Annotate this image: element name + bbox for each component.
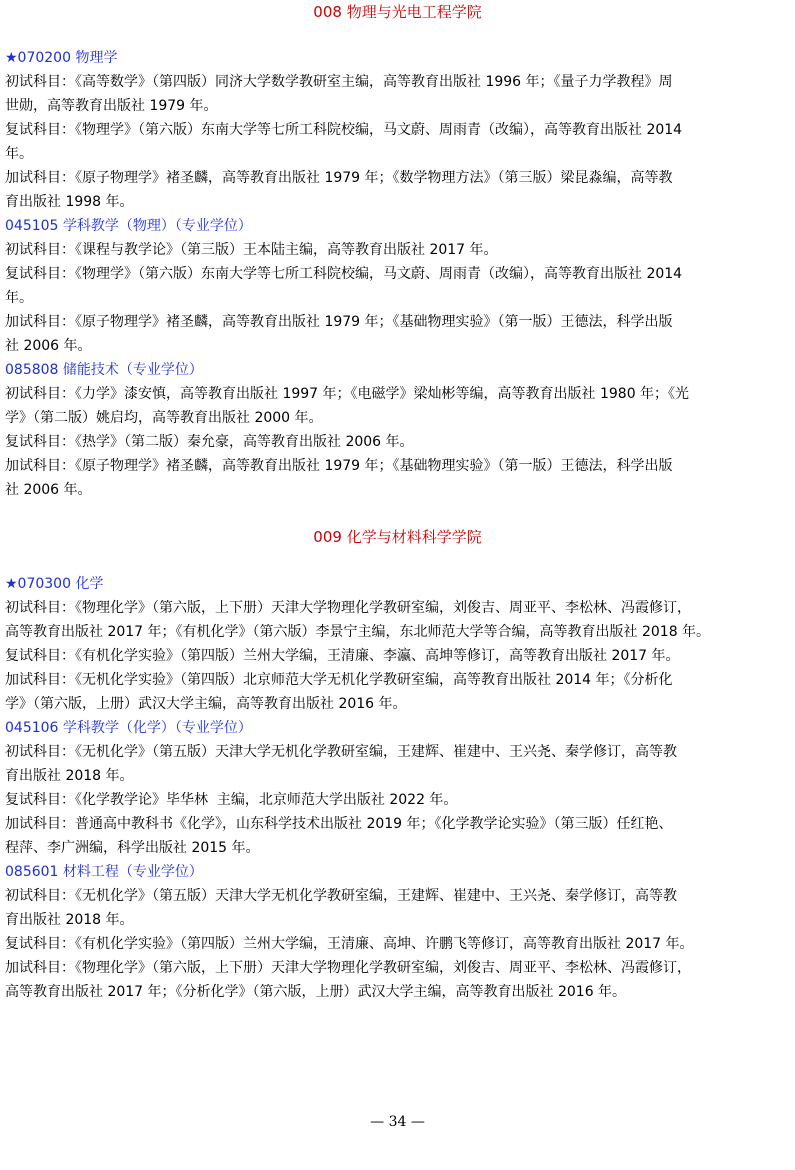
exam-line: 高等教育出版社 2017 年；《分析化学》（第六版，上册）武汉大学主编，高等教育出版社 2016 年。 [5,984,627,1000]
exam-line: 年。 [5,146,33,162]
exam-line: 复试科目：《物理学》（第六版）东南大学等七所工科院校编，马文蔚、周雨青（改编），高等教育出版社 2014 [5,266,683,282]
exam-line: 初试科目：《高等数学》（第四版）同济大学数学教研室主编，高等教育出版社 1996 年；《量子力学教程》周 [5,74,673,90]
program-block-070200 [5,46,789,502]
college-title-008: 008 物理与光电工程学院 [313,3,482,21]
exam-line: 复试科目：《化学教学论》毕华林 主编，北京师范大学出版社 2022 年。 [5,792,458,808]
exam-line: 年。 [5,290,33,306]
exam-line: 初试科目：《力学》漆安慎，高等教育出版社 1997 年；《电磁学》梁灿彬等编，高等教育出版社 1980 年；《光 [5,386,690,402]
exam-line: 社 2006 年。 [5,338,92,354]
program-heading-070200: ★070200 物理学 [5,50,118,66]
exam-line: 加试科目：普通高中教科书《化学》，山东科学技术出版社 2019 年；《化学教学论实验》（第三版）任红艳、 [5,816,673,832]
exam-line: 高等教育出版社 2017 年；《有机化学》（第六版）李景宁主编，东北师范大学等合编，高等教育出版社 2018 年。 [5,624,711,640]
exam-line: 复试科目：《热学》（第二版）秦允豪，高等教育出版社 2006 年。 [5,434,414,450]
program-heading-045105: 045105 学科教学（物理）（专业学位） [5,218,252,234]
exam-line: 初试科目：《课程与教学论》（第三版）王本陆主编，高等教育出版社 2017 年。 [5,242,498,258]
exam-line: 复试科目：《有机化学实验》（第四版）兰州大学编，王清廉、高坤、许鹏飞等修订，高等教育出版社 2017 年。 [5,936,694,952]
exam-line: 加试科目：《原子物理学》褚圣麟，高等教育出版社 1979 年；《基础物理实验》（第一版）王德法，科学出版 [5,458,673,474]
exam-line: 复试科目：《物理学》（第六版）东南大学等七所工科院校编，马文蔚、周雨青（改编），高等教育出版社 2014 [5,122,683,138]
exam-line: 加试科目：《无机化学实验》（第四版）北京师范大学无机化学教研室编，高等教育出版社 2014 年；《分析化 [5,672,673,688]
exam-line: 初试科目：《无机化学》（第五版）天津大学无机化学教研室编，王建辉、崔建中、王兴尧、秦学修订，高等教 [5,744,677,760]
exam-line: 程萍、李广洲编，科学出版社 2015 年。 [5,840,260,856]
college-title-009: 009 化学与材料科学学院 [313,528,482,546]
program-block-070300 [5,572,789,1004]
exam-line: 社 2006 年。 [5,482,92,498]
exam-line: 育出版社 2018 年。 [5,768,134,784]
program-heading-045106: 045106 学科教学（化学）（专业学位） [5,720,252,736]
exam-line: 学》（第二版）姚启均，高等教育出版社 2000 年。 [5,410,323,426]
exam-line: 加试科目：《物理化学》（第六版，上下册）天津大学物理化学教研室编，刘俊吉、周亚平、李松林、冯霞修订， [5,960,691,976]
exam-line: 世勋，高等教育出版社 1979 年。 [5,98,218,114]
exam-line: 加试科目：《原子物理学》褚圣麟，高等教育出版社 1979 年；《数学物理方法》（第三版）梁昆淼编，高等教 [5,170,673,186]
page-number: — 34 — [370,1114,425,1130]
program-heading-085808: 085808 储能技术（专业学位） [5,362,203,378]
exam-line: 初试科目：《物理化学》（第六版，上下册）天津大学物理化学教研室编，刘俊吉、周亚平、李松林、冯霞修订， [5,600,691,616]
program-heading-070300: ★070300 化学 [5,576,104,592]
exam-line: 初试科目：《无机化学》（第五版）天津大学无机化学教研室编，王建辉、崔建中、王兴尧、秦学修订，高等教 [5,888,677,904]
exam-line: 育出版社 1998 年。 [5,194,134,210]
exam-line: 学》（第六版，上册）武汉大学主编，高等教育出版社 2016 年。 [5,696,407,712]
program-heading-085601: 085601 材料工程（专业学位） [5,864,203,880]
exam-line: 育出版社 2018 年。 [5,912,134,928]
exam-line: 加试科目：《原子物理学》褚圣麟，高等教育出版社 1979 年；《基础物理实验》（第一版）王德法，科学出版 [5,314,673,330]
exam-line: 复试科目：《有机化学实验》（第四版）兰州大学编，王清廉、李瀛、高坤等修订，高等教育出版社 2017 年。 [5,648,680,664]
